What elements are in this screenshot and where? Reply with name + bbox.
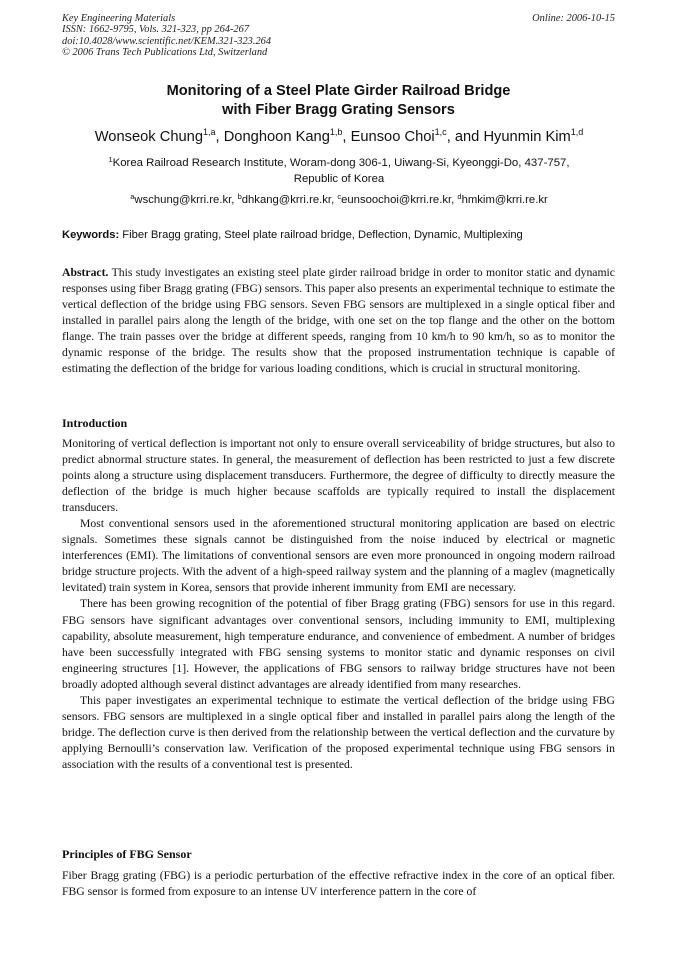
email-marker: c bbox=[337, 192, 342, 201]
author-name: Wonseok Chung bbox=[94, 129, 204, 145]
email-link[interactable]: dhkang@krri.re.kr bbox=[241, 194, 332, 206]
author-name: Eunsoo Choi bbox=[350, 129, 435, 145]
keywords-label: Keywords: bbox=[62, 229, 120, 241]
affiliation-line-1: Korea Railroad Research Institute, Woram-dong 306-1, Uiwang-Si, Kyeonggi-Do, 437-757, bbox=[112, 157, 570, 169]
email-marker: d bbox=[457, 192, 462, 201]
email-marker: b bbox=[237, 192, 242, 201]
author-list bbox=[40, 127, 638, 147]
paragraph: This paper investigates an experimental technique to estimate the vertical deflection of the bridge using FBG sensors. FBG sensors are multiplexed in a single optical fiber and installed in parallel pairs along the length of the bridge. The deflection curve is then derived from the relationship between the vertical deflection and the curvature by applying Bernoulli’s conservation law. Verification of the proposed experimental technique using FBG sensors in association with the results of a conventional test is presented. bbox=[62, 693, 615, 771]
author-name: Hyunmin Kim bbox=[483, 129, 571, 145]
journal-name: Key Engineering Materials bbox=[62, 13, 176, 24]
keywords bbox=[62, 228, 622, 243]
doi-line: doi:10.4028/www.scientific.net/KEM.321-323.264 bbox=[62, 35, 272, 47]
online-date: Online: 2006-10-15 bbox=[532, 13, 615, 24]
introduction-heading: Introduction bbox=[62, 416, 128, 430]
email-link[interactable]: eunsoochoi@krri.re.kr bbox=[341, 194, 452, 206]
journal-header bbox=[62, 13, 482, 58]
title-line-1: Monitoring of a Steel Plate Girder Railroad Bridge bbox=[166, 83, 511, 99]
abstract bbox=[62, 265, 615, 377]
email-list: $^a$wschung@krri.re.kr, $^b$dhkang@krri.re.kr, $^c$eunsoochoi@krri.re.kr, $^d$hmkim@krri.re.kr bbox=[130, 192, 548, 206]
author-affil-marker: 1,c bbox=[434, 127, 447, 137]
principles-body bbox=[62, 868, 615, 900]
author-separator: , bbox=[215, 129, 224, 145]
author-separator: , bbox=[342, 129, 351, 145]
email-marker: a bbox=[130, 192, 135, 201]
paragraph: Fiber Bragg grating (FBG) is a periodic perturbation of the effective refractive index in the core of an optical fiber. FBG sensor is formed from exposure to an intense UV interference pattern in the core of bbox=[62, 869, 615, 899]
email-link[interactable]: wschung@krri.re.kr bbox=[134, 194, 232, 206]
title-line-2: with Fiber Bragg Grating Sensors bbox=[222, 102, 455, 118]
affiliation bbox=[70, 155, 608, 187]
author-affil-marker: 1,b bbox=[329, 127, 343, 137]
email-link[interactable]: hmkim@krri.re.kr bbox=[461, 194, 548, 206]
introduction-body bbox=[62, 436, 615, 773]
author-name: Donghoon Kang bbox=[223, 129, 330, 145]
principles-heading: Principles of FBG Sensor bbox=[62, 847, 192, 861]
affiliation-marker: 1 bbox=[108, 155, 113, 164]
affiliation-line-2: Republic of Korea bbox=[293, 173, 385, 185]
issn-line: ISSN: 1662-9795, Vols. 321-323, pp 264-267 bbox=[62, 24, 250, 36]
abstract-text: This study investigates an existing steel plate girder railroad bridge in order to monitor static and dynamic responses using fiber Bragg grating (FBG) sensors. This paper also presents an experimental technique to estimate the vertical deflection of the bridge using FBG sensors. Seven FBG sensors are multiplexed in a single optical fiber and installed in parallel pairs along the length of the bridge, with one set on the top flange and the other on the bottom flange. The train passes over the bridge at different speeds, ranging from 10 km/h to 90 km/h, so as to monitor the dynamic response of the bridge. The results show that the proposed instrumentation technique is capable of estimating the deflection of the bridge for various loading conditions, which is crucial in structural monitoring. bbox=[62, 266, 615, 376]
keywords-text: Fiber Bragg grating, Steel plate railroad bridge, Deflection, Dynamic, Multiplexing bbox=[119, 229, 523, 241]
paragraph: Most conventional sensors used in the aforementioned structural monitoring application are based on electric signals. Sometimes these signals cannot be distinguished from the noise induced by electrical or magnetic interferences (EMI). The limitations of conventional sensors are even more pronounced in ongoing modern railroad bridge structure projects. With the advent of a high-speed railway system and the planning of a maglev (magnetically levitated) train system in Korea, sensors that provide inherent immunity from EMI are necessary. bbox=[62, 517, 615, 595]
copyright-line: © 2006 Trans Tech Publications Ltd, Switzerland bbox=[62, 46, 268, 58]
paragraph: There has been growing recognition of the potential of fiber Bragg grating (FBG) sensors for use in this regard. FBG sensors have significant advantages over conventional sensors, including immunity to EMI, multiplexing capability, absolute measurement, high temperature endurance, and convenience of embedment. A number of bridges have been successfully integrated with FBG sensing systems to monitor static and dynamic responses on civil engineering structures [1]. However, the applications of FBG sensors to railway bridge structures have not been broadly adopted although several distinct advantages are already identified from many researches. bbox=[62, 597, 615, 691]
paper-title bbox=[62, 82, 615, 120]
paragraph: Monitoring of vertical deflection is important not only to ensure overall serviceability of bridge structures, but also to predict abnormal structure states. In general, the measurement of deflection has been restricted to just a few discrete points along a structure using displacement transducers. Furthermore, the degree of difficulty to directly measure the deflection of the bridge is much higher because scaffolds are typically required to install the displacement transducers. bbox=[62, 437, 615, 515]
abstract-label: Abstract. bbox=[62, 266, 109, 279]
author-affil-marker: 1,d bbox=[570, 127, 584, 137]
author-separator: , and bbox=[446, 129, 484, 145]
author-affil-marker: 1,a bbox=[203, 127, 216, 137]
